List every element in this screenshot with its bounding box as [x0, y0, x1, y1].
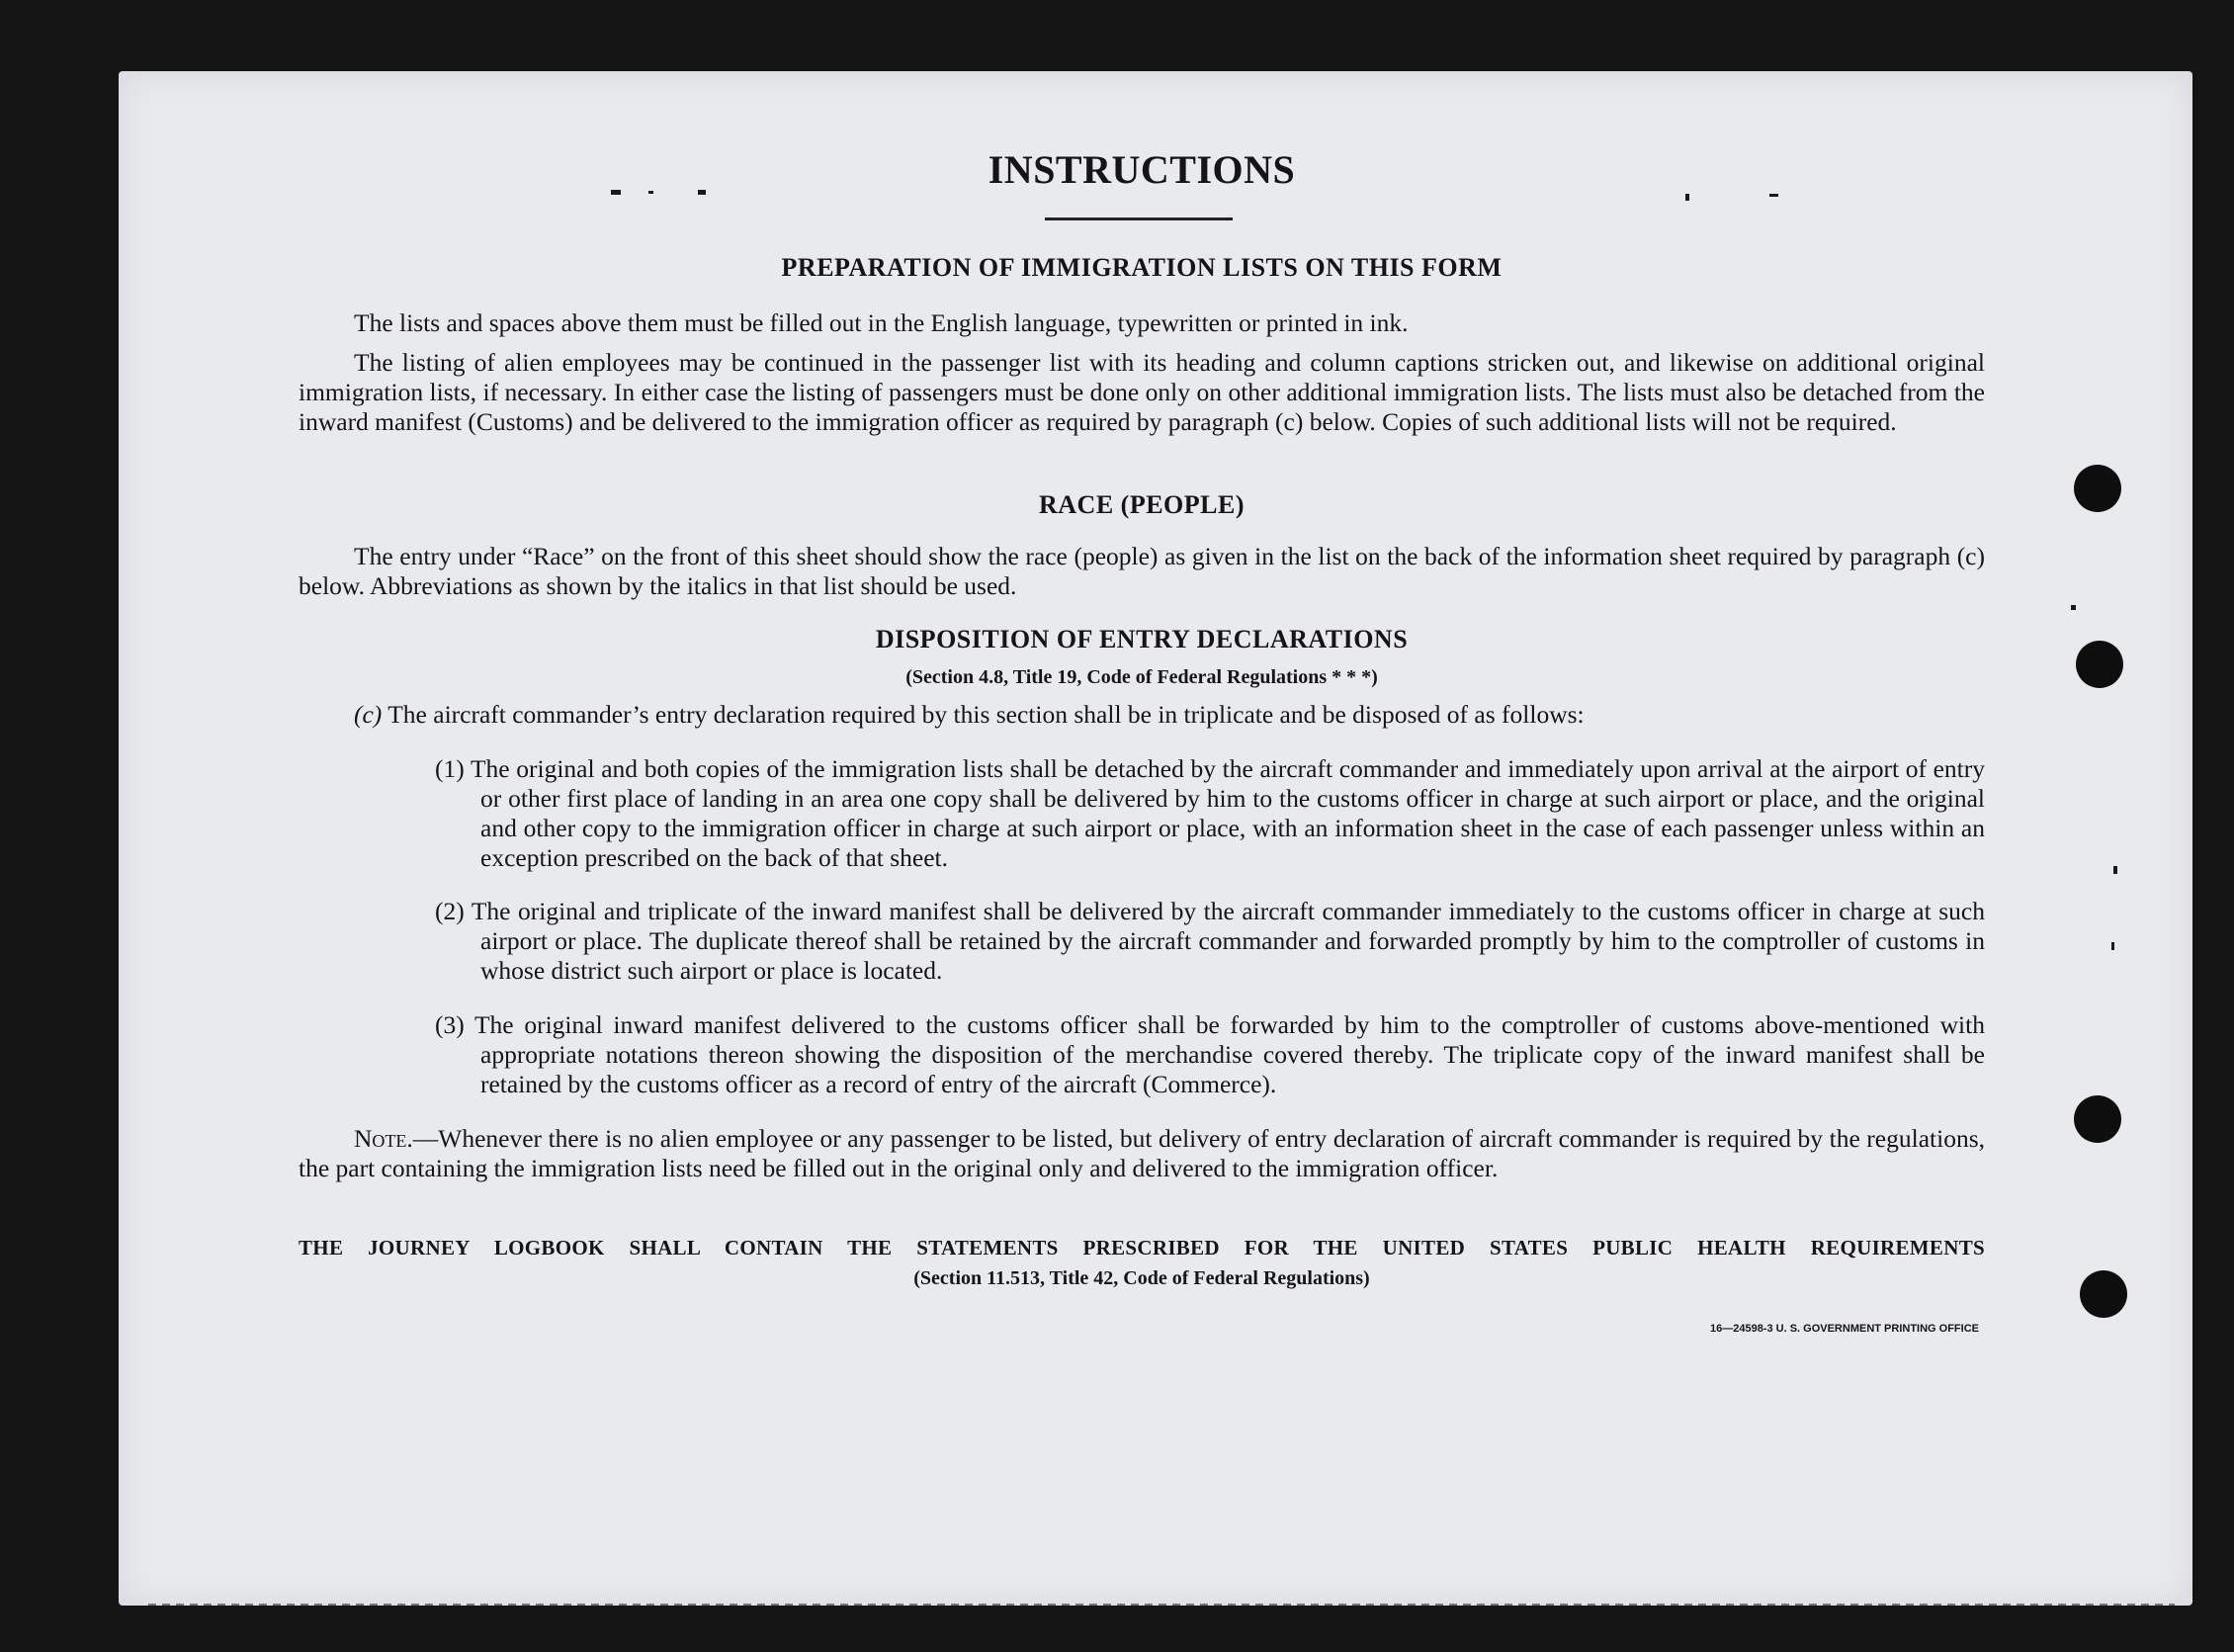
punch-hole-4 — [2080, 1270, 2127, 1318]
list-item — [405, 754, 1985, 873]
printer-mark: 16—24598-3 U. S. GOVERNMENT PRINTING OFFICE — [1709, 1323, 1979, 1335]
item-text: The original inward manifest delivered to the customs officer shall be forwarded by him to the comptroller of customs above-mentioned with appropriate notations thereon showing the disposition of the merchandise covered thereby. The triplicate copy of the inward manifest shall be retained by the customs officer as a record of entry of the aircraft (Commerce). — [473, 1010, 1985, 1098]
punch-hole-1 — [2074, 465, 2121, 512]
list-item — [405, 897, 1985, 986]
note-label: Note. — [354, 1124, 413, 1153]
list-item — [405, 1010, 1985, 1099]
item-number: (1) — [435, 754, 465, 783]
paragraph-c-intro — [354, 700, 1985, 730]
scan-speck — [2113, 866, 2117, 874]
scan-speck — [1769, 194, 1778, 197]
scan-speck — [2111, 942, 2114, 950]
note-text: —Whenever there is no alien employee or any passenger to be listed, but delivery of entry declaration of aircraft commander is required by the regulations, the part containing the immigration lists need be filled out in the original only and delivered to the immigration officer. — [299, 1124, 1985, 1182]
punch-hole-2 — [2076, 641, 2123, 688]
section-heading-preparation: PREPARATION OF IMMIGRATION LISTS ON THIS FORM — [781, 253, 1503, 282]
paragraph-alien-employees: The listing of alien employees may be continued in the passenger list with its heading and column captions stricken out, and likewise on additional original immigration lists, if necessary. In either case the listing of passengers must be done only on other additional immigration lists. The lists must also be detached from the inward manifest (Customs) and be delivered to the immigration officer as required by paragraph (c) below. Copies of such additional lists will not be required. — [299, 348, 1985, 436]
section-heading-race: RACE (PEOPLE) — [1039, 490, 1245, 519]
paragraph-language: The lists and spaces above them must be filled out in the English language, typewritten or printed in ink. — [354, 308, 1409, 337]
item-text: The original and both copies of the immigration lists shall be detached by the aircraft commander and immediately upon arrival at the airport of entry or other first place of landing in an area one copy shall be delivered by him to the customs officer in charge at such airport or place, and the original and other copy to the immigration officer in charge at such airport or place, with an information sheet in the case of each passenger unless within an exception prescribed on the back of that sheet. — [470, 754, 1985, 872]
citation-title-19: (Section 4.8, Title 19, Code of Federal Regulations * * *) — [905, 666, 1378, 688]
paragraph-race: The entry under “Race” on the front of this sheet should show the race (people) as given in the list on the back of the information sheet required by paragraph (c) below. Abbreviations as shown by the italics in that list should be used. — [299, 542, 1985, 600]
sheet-bottom-edge — [148, 1604, 2175, 1606]
item-text: The original and triplicate of the inward manifest shall be delivered by the aircraft commander immediately to the customs officer in charge at such airport or place. The duplicate thereof shall be retained by the aircraft commander and forwarded promptly by him to the comptroller of customs in whose district such airport or place is located. — [471, 897, 1985, 985]
page-title: INSTRUCTIONS — [988, 147, 1296, 192]
paragraph-c-text: The aircraft commander’s entry declaration required by this section shall be in triplicate and be disposed of as follows: — [387, 700, 1585, 729]
scan-speck — [1685, 194, 1689, 201]
item-number: (2) — [435, 897, 465, 925]
scan-speck — [2071, 605, 2076, 610]
section-heading-disposition: DISPOSITION OF ENTRY DECLARATIONS — [875, 625, 1409, 653]
paragraph-c-label: (c) — [354, 700, 383, 729]
citation-title-42: (Section 11.513, Title 42, Code of Federal Regulations) — [913, 1267, 1370, 1289]
health-requirements-line: THE JOURNEY LOGBOOK SHALL CONTAIN THE STATEMENTS PRESCRIBED FOR THE UNITED STATES PUBLIC HEALTH REQUIREMENTS — [299, 1236, 1985, 1260]
paragraph-note — [299, 1124, 1985, 1183]
punch-hole-3 — [2074, 1095, 2121, 1143]
title-underline — [1045, 217, 1233, 220]
item-number: (3) — [435, 1010, 465, 1039]
